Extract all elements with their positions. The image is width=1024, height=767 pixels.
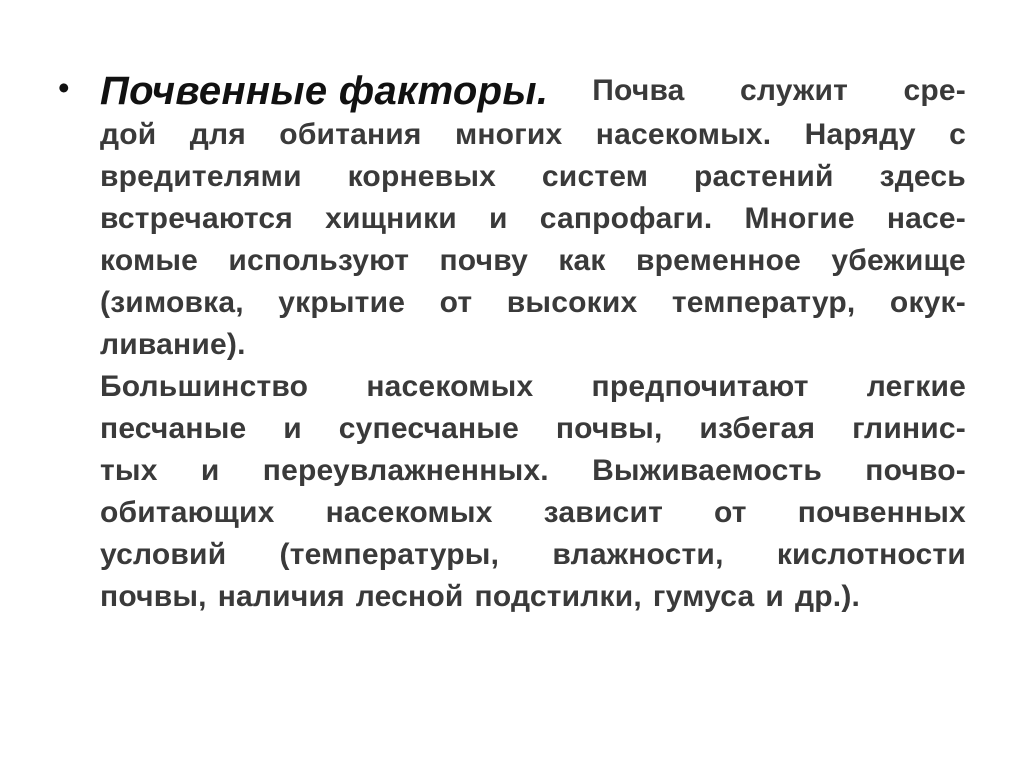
word: наличия (217, 580, 345, 613)
first-line-rest (592, 68, 966, 114)
word: ливание). (100, 328, 246, 361)
word: от (439, 286, 473, 319)
word: временное (636, 244, 801, 277)
word: высоких (506, 286, 638, 319)
text-lines (100, 114, 966, 618)
word: почвы, (555, 412, 663, 445)
bullet-marker: • (58, 69, 70, 106)
word: комые (100, 244, 199, 277)
word: обитания (279, 118, 422, 151)
word: почву (439, 244, 528, 277)
word: подстилки, (474, 580, 642, 613)
text-line-1 (100, 68, 966, 114)
word: насе- (886, 202, 966, 235)
word: др.). (795, 580, 861, 613)
word: Большинство (100, 370, 309, 403)
text-line-11 (100, 492, 966, 534)
word: глинис- (852, 412, 966, 445)
word: Почва (592, 74, 685, 107)
word: и (200, 454, 220, 487)
text-line-6 (100, 282, 966, 324)
text-line-8 (100, 366, 966, 408)
word: избегая (699, 412, 816, 445)
word: кислотности (776, 538, 966, 571)
word: почвы, (100, 580, 207, 613)
word: зависит (543, 496, 663, 529)
text-line-5 (100, 240, 966, 282)
word: обитающих (100, 496, 275, 529)
text-line-9 (100, 408, 966, 450)
text-line-10 (100, 450, 966, 492)
word: переувлажненных. (262, 454, 549, 487)
word: с (949, 118, 966, 151)
word: и (488, 202, 508, 235)
word: насекомых (325, 496, 493, 529)
word: почвенных (797, 496, 966, 529)
word: насекомых. (595, 118, 772, 151)
word: корневых (347, 160, 497, 193)
word: гумуса (652, 580, 755, 613)
word: для (189, 118, 246, 151)
word: и (765, 580, 785, 613)
word: используют (228, 244, 410, 277)
word: дой (100, 118, 157, 151)
word: супесчаные (338, 412, 519, 445)
word: (зимовка, (100, 286, 244, 319)
word: хищники (325, 202, 457, 235)
word: вредителями (100, 160, 302, 193)
body-text (100, 68, 966, 618)
word: насекомых (366, 370, 534, 403)
word: сапрофаги. (539, 202, 713, 235)
word: как (558, 244, 606, 277)
text-line-7 (100, 324, 966, 366)
word: здесь (879, 160, 966, 193)
word: влажности, (552, 538, 724, 571)
section-heading: Почвенные факторы. (100, 69, 549, 113)
word: окук- (889, 286, 966, 319)
word: и (283, 412, 302, 445)
word: легкие (866, 370, 966, 403)
text-line-4 (100, 198, 966, 240)
word: Многие (744, 202, 855, 235)
word: убежище (831, 244, 966, 277)
word: служит (740, 74, 849, 107)
word: встречаются (100, 202, 293, 235)
word: Наряду (804, 118, 916, 151)
word: (температуры, (279, 538, 500, 571)
word: песчаные (100, 412, 247, 445)
word: укрытие (278, 286, 406, 319)
text-line-3 (100, 156, 966, 198)
word: предпочитают (591, 370, 809, 403)
word: тых (100, 454, 158, 487)
text-line-13 (100, 576, 966, 618)
word: от (714, 496, 747, 529)
word: почво- (865, 454, 966, 487)
word: температур, (671, 286, 856, 319)
word: многих (454, 118, 563, 151)
word: сре- (903, 74, 966, 107)
word: Выживаемость (592, 454, 823, 487)
word: систем (541, 160, 649, 193)
word: растений (694, 160, 834, 193)
word: лесной (355, 580, 464, 613)
text-line-12 (100, 534, 966, 576)
text-line-2 (100, 114, 966, 156)
word: условий (100, 538, 227, 571)
